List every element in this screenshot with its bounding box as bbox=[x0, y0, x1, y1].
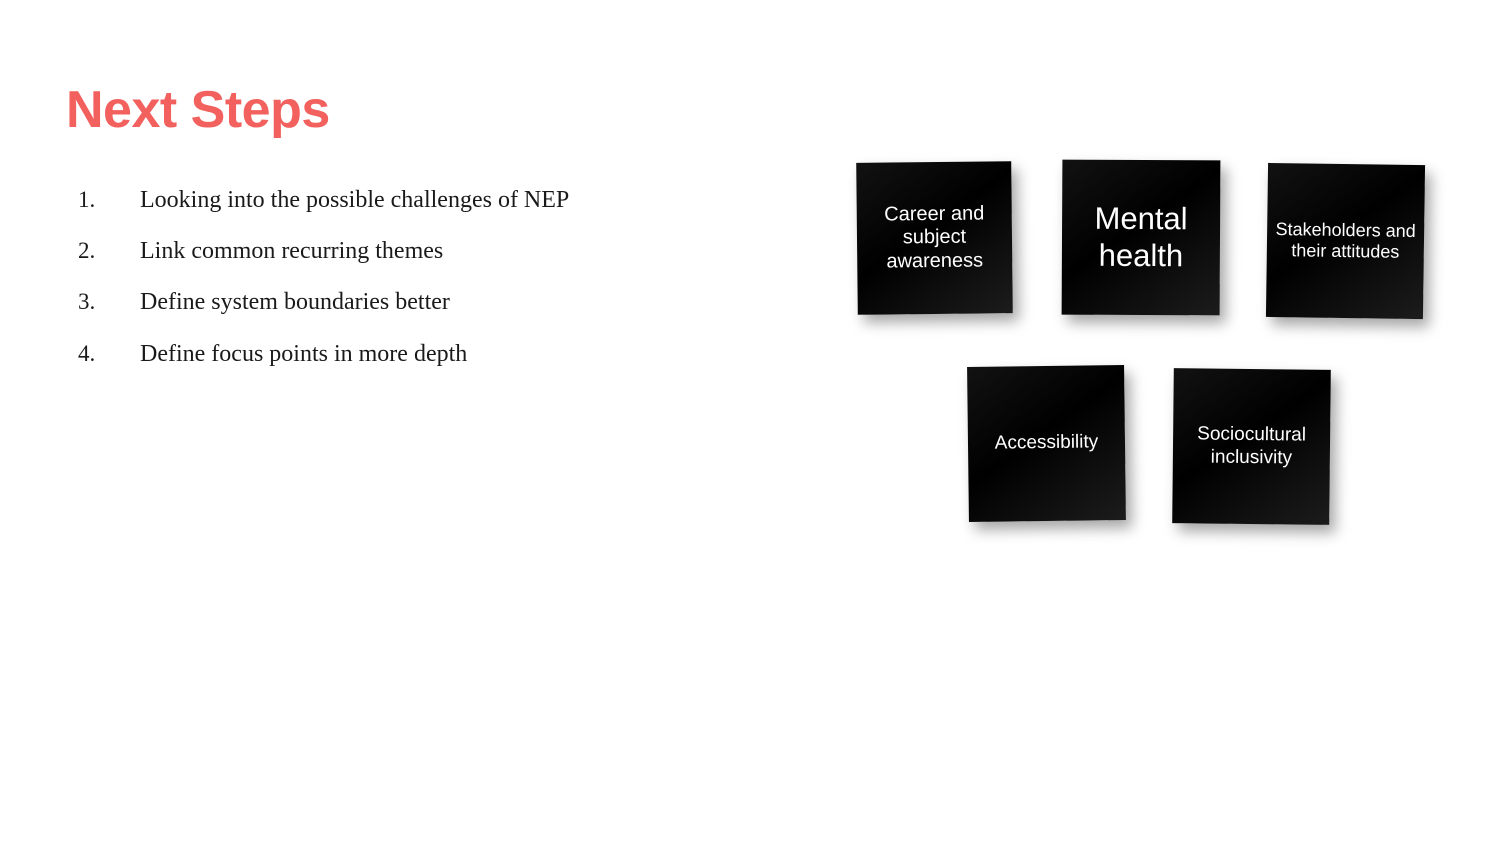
list-item bbox=[78, 185, 778, 216]
sticky-note: Accessibility bbox=[967, 365, 1126, 522]
list-item-text: Define focus points in more depth bbox=[140, 340, 468, 367]
list-item bbox=[78, 339, 778, 370]
list-item-number: 3. bbox=[78, 289, 96, 315]
list-item-number: 4. bbox=[78, 340, 96, 366]
list-item-number: 2. bbox=[78, 238, 96, 264]
sticky-note: Career and subject awareness bbox=[856, 161, 1013, 315]
sticky-note: Stakeholders and their attitudes bbox=[1266, 163, 1425, 319]
sticky-note: Mental health bbox=[1062, 160, 1221, 316]
list-item-text: Looking into the possible challenges of NEP bbox=[140, 187, 570, 213]
list-item bbox=[78, 287, 778, 318]
list-item-number: 1. bbox=[78, 187, 96, 212]
page-title: Next Steps bbox=[66, 81, 330, 139]
sticky-note: Sociocultural inclusivity bbox=[1172, 368, 1331, 525]
list-item bbox=[78, 236, 778, 267]
next-steps-list bbox=[78, 185, 778, 390]
list-item-text: Link common recurring themes bbox=[140, 238, 444, 265]
list-item-text: Define system boundaries better bbox=[140, 289, 450, 316]
sticky-notes-group bbox=[840, 150, 1460, 570]
